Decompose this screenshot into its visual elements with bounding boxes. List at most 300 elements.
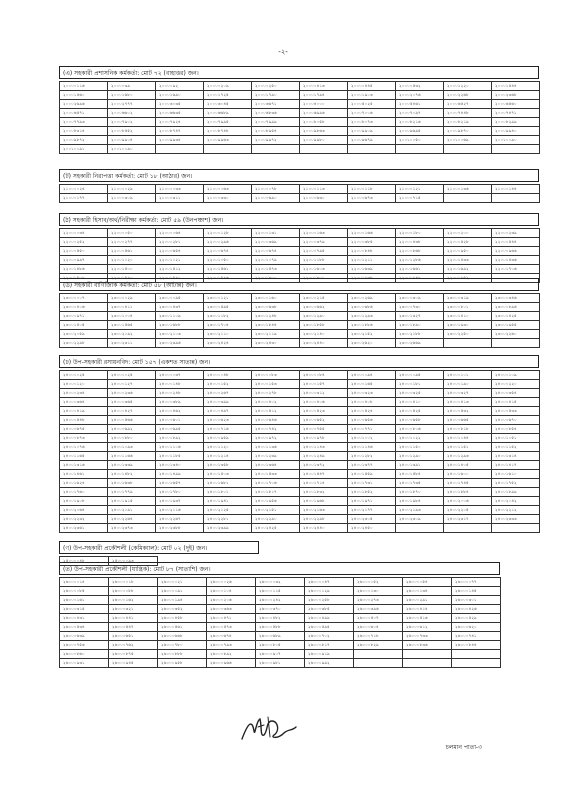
table-row xyxy=(60,229,540,238)
roll-number-cell: ২০০০৯৯৭২ xyxy=(252,136,300,145)
roll-number-cell: ২৪০০১১৪৬ xyxy=(348,443,396,452)
roll-number-cell: ২৪০০০৭১৬ xyxy=(204,425,252,434)
roll-number-cell: ২২০০০২৫২ xyxy=(60,238,108,247)
roll-number-cell xyxy=(492,145,540,154)
roll-number-cell: ২৪০০০১২০ xyxy=(60,380,108,389)
roll-number-cell: ২৩০০০৬৩৮ xyxy=(252,303,300,312)
roll-number-cell: ২৪০০০৫২৪ xyxy=(348,407,396,416)
roll-number-cell: ২৬০০০৮২৯ xyxy=(354,641,403,650)
roll-number-cell: ২৬০০০৫১৬ xyxy=(403,614,452,623)
roll-number-cell: ২৪০০২১৭৭ xyxy=(348,506,396,515)
roll-number-cell: ২৬০০০৯৩১ xyxy=(60,659,109,668)
roll-number-cell: ২০০০১৬৯০ xyxy=(156,91,204,100)
roll-number-cell: ২৪০০০৮০৬ xyxy=(396,425,444,434)
roll-number-cell: ২৬০০০৭৮০ xyxy=(158,641,207,650)
roll-number-cell: ২০০০৬৬৮৯ xyxy=(204,109,252,118)
roll-number-cell: ২৪০০১৯১৫ xyxy=(108,497,156,506)
roll-number-cell: ২৪০০১৭৪৫ xyxy=(444,479,492,488)
roll-number-cell: ২৪০০১৪৯৯ xyxy=(156,470,204,479)
roll-number-cell: ২৪০০০৫২৩ xyxy=(300,407,348,416)
roll-number-cell: ২৪০০২২০৫ xyxy=(444,506,492,515)
roll-number-table xyxy=(59,184,540,203)
roll-number-cell: ২০০০৩৬৭১ xyxy=(252,100,300,109)
roll-number-cell: ২৪০০১৭৩১ xyxy=(348,479,396,488)
roll-number-cell: ২২০০০৮৬৮ xyxy=(396,247,444,256)
roll-number-cell: ২৪০০১১৬৬ xyxy=(108,452,156,461)
table-row xyxy=(60,265,540,274)
roll-number-cell: ২২০০১৫৬১ xyxy=(204,265,252,274)
table-row xyxy=(60,371,540,380)
roll-number-cell xyxy=(492,524,540,533)
roll-number-cell: ২৫০০০০৪৮ xyxy=(60,557,109,566)
roll-number-cell xyxy=(204,145,252,154)
roll-number-cell: ২৪০০১১৬৫ xyxy=(60,452,108,461)
roll-number-table xyxy=(59,228,540,283)
roll-number-cell: ২৪০০১০২২ xyxy=(396,434,444,443)
roll-number-cell: ২৪০০২২১২ xyxy=(492,506,540,515)
section-1 xyxy=(59,169,540,203)
roll-number-cell: ২২০০১৮০০ xyxy=(252,274,300,283)
roll-number-cell: ২৪০০১৫৫৯ xyxy=(348,470,396,479)
roll-number-cell xyxy=(492,339,540,348)
roll-number-cell: ২৪০০০৫৬৬ xyxy=(108,416,156,425)
roll-number-cell: ২৬০০০০৫৪ xyxy=(403,578,452,587)
roll-number-cell: ২৩০০২৬২০ xyxy=(348,339,396,348)
roll-number-cell: ২২০০১০২০ xyxy=(108,256,156,265)
roll-number-cell: ২০০০৯৮৭২ xyxy=(60,136,108,145)
roll-number-cell: ২৪০০১২৮২ xyxy=(348,452,396,461)
roll-number-cell: ২০০০৪০০০ xyxy=(300,100,348,109)
roll-number-cell: ২০০০৯৮৭০ xyxy=(444,127,492,136)
roll-number-cell: ২৪০০২৩০৯ xyxy=(396,515,444,524)
roll-number-cell: ২৬০০০১৬২ xyxy=(109,596,158,605)
roll-number-cell: ২২০০০৮৪৮ xyxy=(348,247,396,256)
roll-number-cell: ২৩০০০৩১৯ xyxy=(444,294,492,303)
roll-number-cell: ২৬০০০৮৩৬ xyxy=(403,641,452,650)
roll-number-cell: ২৪০০০৬২৩ xyxy=(204,416,252,425)
roll-number-cell: ২৬০০০১১৫ xyxy=(256,587,305,596)
roll-number-cell: ২৬০০০৩৯৬ xyxy=(354,605,403,614)
roll-number-cell: ২৬০০০৫৬১ xyxy=(158,623,207,632)
roll-number-cell: ২২০০০২০০ xyxy=(444,229,492,238)
roll-number-cell: ২৬০০০৩৭০ xyxy=(256,605,305,614)
roll-number-cell: ২২০০০৭৯৫ xyxy=(300,247,348,256)
roll-number-cell: ২৪০০০১৪৮ xyxy=(156,380,204,389)
section-3 xyxy=(59,278,540,348)
roll-number-cell: ২৪০০১৪১৭ xyxy=(492,461,540,470)
roll-number-cell: ২৫০০০০৯৩ xyxy=(109,557,158,566)
roll-number-cell: ২৬০০০৯৯২ xyxy=(305,659,354,668)
roll-number-cell: ২০০০১২২০ xyxy=(444,82,492,91)
roll-number-cell: ২৩০০১৪২৫ xyxy=(492,312,540,321)
roll-number-cell xyxy=(156,145,204,154)
roll-number-cell: ২৬০০০২৯১ xyxy=(403,596,452,605)
table-row xyxy=(60,238,540,247)
roll-number-cell: ২৪০০০১৮১ xyxy=(396,380,444,389)
roll-number-cell: ২৬০০০৮৪৪ xyxy=(452,641,501,650)
roll-number-cell: ২৪০০০০৩৭ xyxy=(156,371,204,380)
roll-number-cell: ২৪০০১১৫২ xyxy=(492,443,540,452)
roll-number-cell: ২৬০০০৬২০ xyxy=(452,623,501,632)
roll-number-cell: ২২০০১৬০৩ xyxy=(300,265,348,274)
roll-number-cell: ২২০০০১২৮ xyxy=(204,229,252,238)
roll-number-cell: ২৪০০২৩০৫ xyxy=(348,515,396,524)
roll-number-cell: ২৪০০২১১৬ xyxy=(156,506,204,515)
roll-number-cell: ২৩০০১২৯০ xyxy=(300,312,348,321)
roll-number-cell: ২১০০০৩০৯ xyxy=(108,194,156,203)
roll-number-cell: ২৬০০০৫৮৮ xyxy=(256,623,305,632)
roll-number-cell: ২৩০০২১৮৮ xyxy=(396,330,444,339)
roll-number-cell: ২৪০০১৯০৮ xyxy=(60,497,108,506)
roll-number-cell: ২৪০০২৩৭৩ xyxy=(108,524,156,533)
roll-number-cell xyxy=(300,145,348,154)
roll-number-cell: ২৬০০০১৪৫ xyxy=(452,587,501,596)
roll-number-cell: ২৩০০১৫৬৫ xyxy=(108,321,156,330)
roll-number-cell: ২৪০০১৩১৬ xyxy=(60,461,108,470)
roll-number-cell: ২০০০২৬৯৬ xyxy=(60,100,108,109)
roll-number-cell: ২৪০০০৬৬৫ xyxy=(444,416,492,425)
roll-number-cell: ২২০০১৫১২ xyxy=(156,265,204,274)
table-row xyxy=(60,100,540,109)
roll-number-cell: ২৩০০০৩০৯ xyxy=(396,294,444,303)
roll-number-cell: ২০০০৭০০৬ xyxy=(348,109,396,118)
table-row xyxy=(60,247,540,256)
roll-number-cell: ২১০০০৬৭৩ xyxy=(348,194,396,203)
roll-number-cell xyxy=(354,650,403,659)
roll-number-cell: ২৩০০০০২৯ xyxy=(108,294,156,303)
roll-number-cell: ২০০০৮০৭৩ xyxy=(348,118,396,127)
roll-number-cell xyxy=(354,659,403,668)
roll-number-cell: ২৬০০০৫২৯ xyxy=(452,614,501,623)
roll-number-cell: ২৬০০০৭৬২ xyxy=(109,641,158,650)
roll-number-cell: ২৪০০২১৯৩ xyxy=(396,506,444,515)
roll-number-cell: ২৩০০২৪৩০ xyxy=(252,339,300,348)
roll-number-cell: ২০০১০০৫০ xyxy=(396,136,444,145)
roll-number-cell: ২০০০৯৮৬৩ xyxy=(300,127,348,136)
roll-number-cell: ২১০০০৩১১ xyxy=(156,194,204,203)
roll-number-cell: ২৩০০০৮৯৬ xyxy=(492,303,540,312)
roll-number-cell: ২০০০০৩৯ xyxy=(108,82,156,91)
roll-number-cell: ২০০০৮০৫৮ xyxy=(300,118,348,127)
roll-number-cell: ২৪০০১৮৩২ xyxy=(300,488,348,497)
roll-number-cell: ২০০০০৯২ xyxy=(156,82,204,91)
roll-number-cell: ২২০০০৩৬৯ xyxy=(252,238,300,247)
roll-number-cell: ২৩০০১৭০৪ xyxy=(204,321,252,330)
roll-number-cell: ২৪০০১১৮৫ xyxy=(156,452,204,461)
roll-number-cell: ২৬০০০৬১২ xyxy=(403,623,452,632)
roll-number-cell: ২৩০০২০৫৯ xyxy=(60,330,108,339)
roll-number-cell: ২০০০৬৮৩৬ xyxy=(252,109,300,118)
roll-number-cell: ২৪০০০৫৪৮ xyxy=(60,416,108,425)
roll-number-cell: ২৬০০০৬৭৪ xyxy=(207,632,256,641)
roll-number-cell: ২৬০০০৫৪৭ xyxy=(109,623,158,632)
roll-number-cell: ২৪০০০০২৫ xyxy=(108,371,156,380)
roll-number-cell: ২০০০৭৯৯৯ xyxy=(252,118,300,127)
roll-number-cell: ২০০০৬৬৩৫ xyxy=(156,109,204,118)
roll-number-cell: ২৪০০২০০৬ xyxy=(444,497,492,506)
roll-number-cell: ২২০০১৪৮৬ xyxy=(60,265,108,274)
roll-number-cell xyxy=(252,145,300,154)
roll-number-cell: ২০০০০২০৯ xyxy=(204,82,252,91)
roll-number-cell: ২০০০০১১৬ xyxy=(60,82,108,91)
roll-number-cell: ২৪০০০৬৭০ xyxy=(492,416,540,425)
roll-number-cell: ২৩০০০৬৬২ xyxy=(300,303,348,312)
roll-number-cell: ২৪০০০৪৬২ xyxy=(156,407,204,416)
roll-number-cell: ২৪০০০৪০৮ xyxy=(348,398,396,407)
roll-number-cell: ২২০০০১৮০ xyxy=(396,229,444,238)
section-heading: (ট) সহকারী নিরাপত্তা কর্মকর্তা: মোট ১৮ (আঠার) জন। xyxy=(59,169,539,182)
roll-number-cell: ২৪০০০৩৬৪ xyxy=(60,398,108,407)
roll-number-cell: ২২০০১৫৭৩ xyxy=(252,265,300,274)
roll-number-cell: ২৪০০১০০২ xyxy=(348,434,396,443)
roll-number-cell xyxy=(444,339,492,348)
roll-number-cell: ২১০০০৬৯০ xyxy=(252,194,300,203)
table-row xyxy=(60,524,540,533)
roll-number-cell: ২৬০০০৩৮৫ xyxy=(305,605,354,614)
table-row xyxy=(60,145,540,154)
roll-number-cell: ২৩০০২১১৯ xyxy=(252,330,300,339)
roll-number-cell: ২৩০০১৮৫৮ xyxy=(300,321,348,330)
roll-number-cell: ২৪০০০৭৭১ xyxy=(348,425,396,434)
roll-number-cell: ২৪০০০৮৭৩ xyxy=(60,434,108,443)
roll-number-cell: ২৩০০১১৮২ xyxy=(204,312,252,321)
roll-number-cell: ২৬০০০৮১৭ xyxy=(305,641,354,650)
roll-number-cell: ২২০০১৫০০ xyxy=(108,265,156,274)
roll-number-cell: ২২০০০৯৫০ xyxy=(444,247,492,256)
roll-number-cell: ২৪০০০০৯৪ xyxy=(348,371,396,380)
roll-number-cell: ২৪০০০০৯৫ xyxy=(396,371,444,380)
roll-number-cell: ২০০০১৭৯০ xyxy=(252,91,300,100)
roll-number-cell: ২৪০০১৭৭৯ xyxy=(108,488,156,497)
roll-number-cell: ২৬০০০১৬১ xyxy=(60,596,109,605)
roll-number-cell: ২৪০০২৪২৫ xyxy=(252,524,300,533)
roll-number-cell: ২৩০০১২৪৮ xyxy=(252,312,300,321)
roll-number-cell: ২৩০০১৫০৫ xyxy=(60,321,108,330)
section-heading: (ত) উপ-সহকারী প্রকৌশলী (যান্ত্রিক): মোট ৮৭ (সাতাশি) জন। xyxy=(59,562,500,575)
roll-number-cell: ২৪০০০৯৭৮ xyxy=(300,434,348,443)
roll-number-cell: ২৩০০০৯৭১ xyxy=(60,312,108,321)
roll-number-cell: ২০০০৩০৪৫ xyxy=(204,100,252,109)
roll-number-cell: ২৪০০২০৪২ xyxy=(492,497,540,506)
roll-number-cell: ২২০০০০৬৪ xyxy=(156,229,204,238)
roll-number-cell: ২৪০০০৮৮০ xyxy=(108,434,156,443)
roll-number-cell: ২৪০০০৭৫৫ xyxy=(300,425,348,434)
roll-number-cell: ২০০০৯৯৮০ xyxy=(300,136,348,145)
roll-number-cell xyxy=(444,194,492,203)
roll-number-cell: ২৩০০০৩৪৬ xyxy=(492,294,540,303)
roll-number-cell: ২৬০০০৪২৬ xyxy=(452,605,501,614)
roll-number-cell: ২৪০০১৩১৪ xyxy=(492,452,540,461)
roll-number-cell xyxy=(444,145,492,154)
roll-number-cell: ২৪০০১৭০৬ xyxy=(252,479,300,488)
section-4 xyxy=(59,355,540,533)
roll-number-cell: ২৪০০০৬৫৮ xyxy=(396,416,444,425)
table-row xyxy=(60,425,540,434)
roll-number-cell: ২৪০০০৫২৫ xyxy=(396,407,444,416)
roll-number-cell: ২০০০৯৬৭৯ xyxy=(348,136,396,145)
roll-number-cell: ২০০০৬৫৭১ xyxy=(60,109,108,118)
roll-number-cell: ২৬০০০৮৭৫ xyxy=(109,650,158,659)
roll-number-cell: ২৪০০২৩৮৮ xyxy=(156,524,204,533)
roll-number-cell: ২৩০০১৩২৭ xyxy=(396,312,444,321)
roll-number-cell: ২৬০০০০৩২ xyxy=(256,578,305,587)
roll-number-cell: ২৬০০০০৪৭ xyxy=(305,578,354,587)
roll-number-cell: ২৪০০১৬৫৭ xyxy=(156,479,204,488)
roll-number-cell: ২৩০০২২৫০ xyxy=(444,330,492,339)
roll-number-cell: ২৪০০১১৪৩ xyxy=(300,443,348,452)
roll-number-cell: ২৬০০০৩১৫ xyxy=(60,605,109,614)
roll-number-cell: ২৬০০০২৪২ xyxy=(256,596,305,605)
roll-number-cell: ২২০০০২৮১ xyxy=(156,238,204,247)
roll-number-cell: ২৪০০০০৮৪ xyxy=(300,371,348,380)
roll-number-cell: ২৪০০২২৯৮ xyxy=(300,515,348,524)
roll-number-table xyxy=(59,81,540,154)
roll-number-cell: ২৪০০০৮১৮ xyxy=(444,425,492,434)
roll-number-cell: ২৪০০১২৪৯ xyxy=(300,452,348,461)
roll-number-cell: ২৪০০০০৪৮ xyxy=(204,371,252,380)
roll-number-cell: ২৪০০১৪৬১ xyxy=(60,470,108,479)
roll-number-cell: ২৪০০১৫৩৩ xyxy=(252,470,300,479)
table-row xyxy=(60,416,540,425)
section-heading: (এ) সহকারী প্রশাসনিক কর্মকর্তা: মোট ৭২ (বাহাত্তর) জন। xyxy=(59,66,539,79)
roll-number-cell: ২৩০০১৯৩০ xyxy=(444,321,492,330)
roll-number-cell: ২৬০০০৭১৮ xyxy=(354,632,403,641)
roll-number-cell: ২৪০০১৯৮৪ xyxy=(396,497,444,506)
roll-number-cell: ২৩০০১৪১০ xyxy=(444,312,492,321)
roll-number-cell: ২৬০০০৬০৪ xyxy=(354,623,403,632)
roll-number-cell: ২৬০০০৮৮৮ xyxy=(158,650,207,659)
roll-number-cell: ২৬০০০৭৩৩ xyxy=(403,632,452,641)
roll-number-cell: ২০০১০০৯০ xyxy=(108,145,156,154)
section-2 xyxy=(59,213,540,283)
roll-number-cell: ২২০০১৬৬১ xyxy=(396,265,444,274)
table-row xyxy=(60,479,540,488)
roll-number-cell: ২৩০০০৪১১ xyxy=(108,303,156,312)
roll-number-cell: ২৪০০১৬৮১ xyxy=(204,479,252,488)
roll-number-cell: ২২০০১০২১ xyxy=(156,256,204,265)
roll-number-cell: ২০০০৭০৯৭ xyxy=(396,109,444,118)
roll-number-cell: ২৩০০২১৪০ xyxy=(300,330,348,339)
roll-number-cell: ২০০০১৭৯৪ xyxy=(300,91,348,100)
roll-number-cell: ২৪০০০৬৫২ xyxy=(300,416,348,425)
roll-number-cell: ২০০০২৭৭৭ xyxy=(108,100,156,109)
roll-number-cell: ২০০০৮২১৬ xyxy=(396,118,444,127)
roll-number-cell: ২২০০০৬৫৪ xyxy=(156,247,204,256)
roll-number-cell: ২২০০১৮০১ xyxy=(300,274,348,283)
roll-number-cell: ২৪০০১৩৪০ xyxy=(156,461,204,470)
table-row xyxy=(60,118,540,127)
roll-number-cell: ২২০০১৭৯০ xyxy=(108,274,156,283)
roll-number-cell: ২২০০১৭০৬ xyxy=(492,265,540,274)
roll-number-cell: ২০০০৭৯৯৫ xyxy=(204,118,252,127)
roll-number-cell: ২২০০১৭৯৬ xyxy=(204,274,252,283)
roll-number-cell: ২৪০০০৫৩৩ xyxy=(492,407,540,416)
roll-number-cell: ২১০০০১২১ xyxy=(396,185,444,194)
roll-number-cell: ২৩০০২১৫২ xyxy=(348,330,396,339)
roll-number-cell: ২০০১০০৯১ xyxy=(60,145,108,154)
table-row xyxy=(60,506,540,515)
roll-number-cell: ২২০০০৫৪৪ xyxy=(492,238,540,247)
roll-number-cell: ২০০০৭৯২৪ xyxy=(156,118,204,127)
roll-number-cell: ২৩০০২২৯৮ xyxy=(60,339,108,348)
section-heading: (ঢ) উপ-সহকারী রসায়নবিদ: মোট ১৫৭ (একশত সাতান্ন) জন। xyxy=(59,355,539,368)
roll-number-cell: ২৪০০১২৯৩ xyxy=(444,452,492,461)
roll-number-table xyxy=(59,577,501,668)
roll-number-cell: ২৩০০০১২১ xyxy=(204,294,252,303)
roll-number-cell: ২০০০০৫৩২ xyxy=(396,82,444,91)
table-row xyxy=(60,596,501,605)
table-row xyxy=(60,614,501,623)
roll-number-cell: ২২০০০৯৯৭ xyxy=(60,256,108,265)
roll-number-cell: ২৪০০১৪০৫ xyxy=(444,461,492,470)
roll-number-cell: ২৬০০০৯১৯ xyxy=(305,650,354,659)
roll-number-cell: ২০০০৮৭৪৭ xyxy=(156,127,204,136)
roll-number-cell: ২০০০০৪১৩ xyxy=(300,82,348,91)
roll-number-cell: ২৩০০১৮৮৬ xyxy=(348,321,396,330)
roll-number-cell: ২৪০০০৮৫৪ xyxy=(492,425,540,434)
roll-number-cell: ২৬০০০৩২১ xyxy=(109,605,158,614)
roll-number-cell: ২১০০০০২৯ xyxy=(108,185,156,194)
roll-number-cell: ২৪০০০৪১০ xyxy=(396,398,444,407)
roll-number-cell: ২৪০০২১২৫ xyxy=(204,506,252,515)
roll-number-cell: ২২০০০০৩৪ xyxy=(60,229,108,238)
roll-number-cell: ২৬০০০৮৯২ xyxy=(207,650,256,659)
roll-number-cell: ২৩০০১৬৮৮ xyxy=(156,321,204,330)
table-row xyxy=(60,339,540,348)
roll-number-cell: ২২০০০২৯৬ xyxy=(204,238,252,247)
roll-number-cell: ২৬০০০১৯৪ xyxy=(158,596,207,605)
roll-number-cell: ২৪০০০৩১২ xyxy=(300,389,348,398)
roll-number-cell: ২২০০১৬৩৯ xyxy=(348,265,396,274)
roll-number-cell: ২০০০৮৯৫৪ xyxy=(252,127,300,136)
roll-number-cell: ২০০০৬৫৬০ xyxy=(492,100,540,109)
roll-number-cell: ২০০০৬৫২৭ xyxy=(444,100,492,109)
roll-number-cell: ২৩০০২৪২৪ xyxy=(204,339,252,348)
roll-number-cell: ২২০০০১৬৩ xyxy=(300,229,348,238)
roll-number-cell: ২৪০০২০৬৪ xyxy=(60,506,108,515)
roll-number-cell xyxy=(403,659,452,668)
roll-number-cell: ২৪০০০০২৫ xyxy=(60,371,108,380)
roll-number-cell: ২৪০০০৫৩২ xyxy=(444,407,492,416)
roll-number-cell: ২৬০০০০২৬ xyxy=(207,578,256,587)
roll-number-cell: ২৬০০০৪৫৮ xyxy=(158,614,207,623)
table-row xyxy=(60,330,540,339)
roll-number-cell: ২৪০০০৬৭৫ xyxy=(60,425,108,434)
roll-number-cell: ২৬০০০২০৬ xyxy=(207,596,256,605)
roll-number-cell: ২২০০১৯৫২ xyxy=(444,274,492,283)
roll-number-cell: ২১০০০০২৪ xyxy=(60,185,108,194)
roll-number-cell: ২৪০০০১৫২ xyxy=(204,380,252,389)
roll-number-cell: ২৪০০০৩৯৯ xyxy=(204,398,252,407)
roll-number-cell: ২৪০০০৩৫৪ xyxy=(492,389,540,398)
table-row xyxy=(60,587,501,596)
roll-number-cell: ২৬০০০৪৭১ xyxy=(207,614,256,623)
roll-number-cell: ২০০০৮৭৪৮ xyxy=(204,127,252,136)
roll-number-cell: ২০০০৫৪৬১ xyxy=(396,100,444,109)
table-row xyxy=(60,488,540,497)
roll-number-cell: ২৬০০০১৩৪ xyxy=(403,587,452,596)
roll-number-cell: ২১০০০১৭৭ xyxy=(60,194,108,203)
roll-number-cell: ২৪০০০৪২৭ xyxy=(108,407,156,416)
roll-number-cell: ২৩০০২৩৯৬ xyxy=(156,339,204,348)
roll-number-cell: ২৩০০০০০৭ xyxy=(60,294,108,303)
roll-number-cell: ২৪০০১৪৮২ xyxy=(108,470,156,479)
roll-number-cell: ২৬০০০০২১ xyxy=(158,578,207,587)
roll-number-cell: ২৩০০২১০৩ xyxy=(156,330,204,339)
roll-number-cell: ২৩০০০৫৯৫ xyxy=(204,303,252,312)
table-row xyxy=(60,91,540,100)
roll-number-cell: ২৪০০১৯৬৮ xyxy=(300,497,348,506)
